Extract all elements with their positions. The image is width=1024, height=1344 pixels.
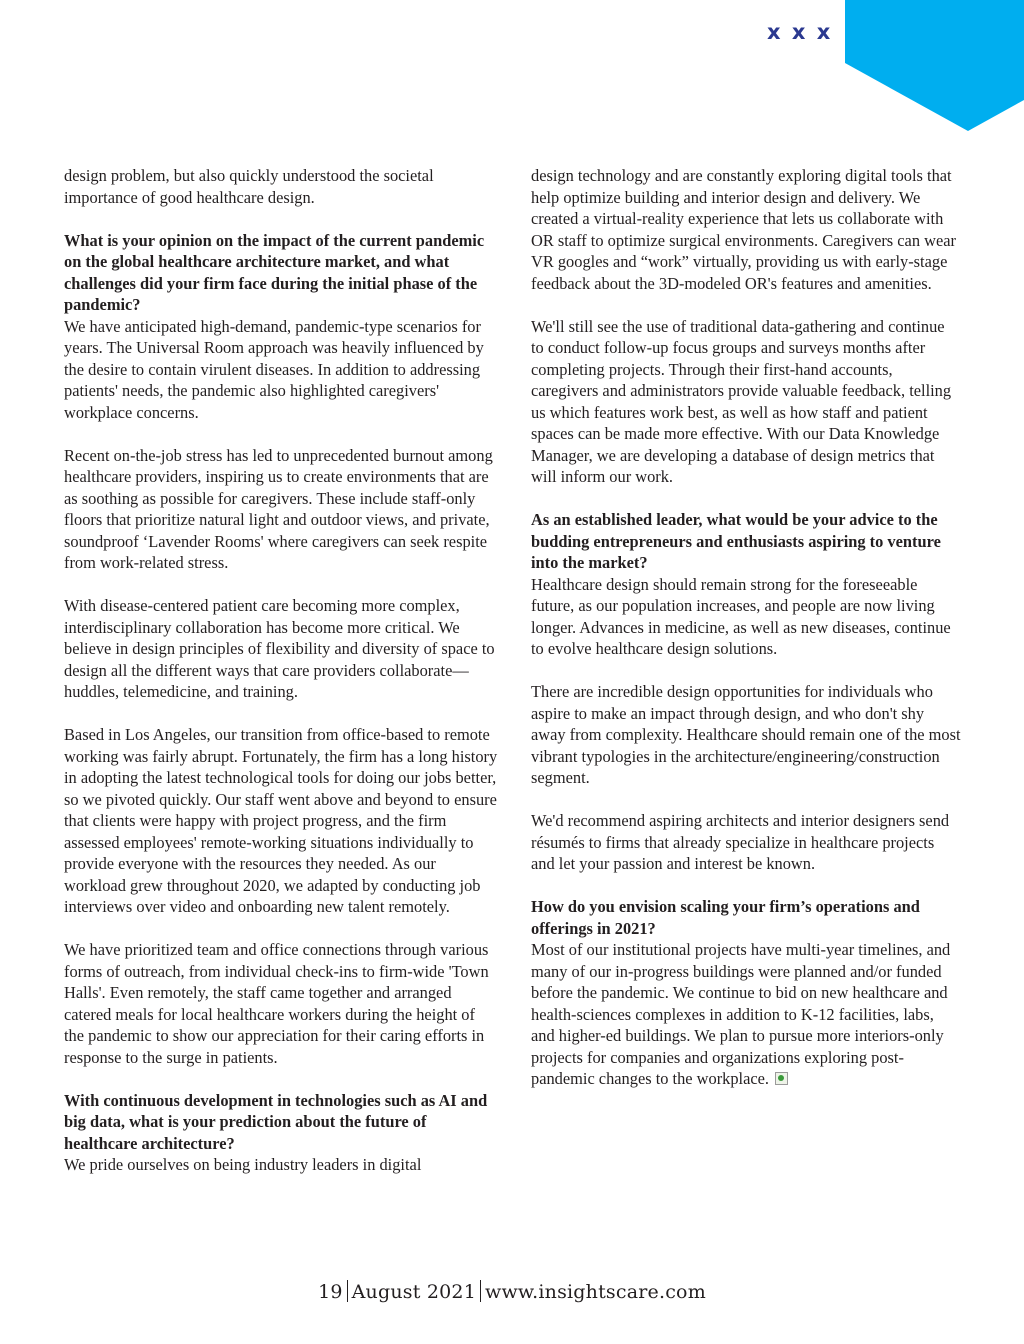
interview-answer-final [531, 939, 961, 1090]
right-column [531, 165, 961, 1090]
paragraph: With disease-centered patient care becoming more complex, interdisciplinary collaboration has become more critical. We believe in design principles of flexibility and diversity of space to design all the different ways that care providers collaborate—huddles, telemedicine, and training. [64, 596, 495, 701]
paragraph: There are incredible design opportunities for individuals who aspire to make an impact through design, and who don't shy away from complexity. Healthcare should remain one of the most vibrant typologies in the architecture/engineering/construction segment. [531, 682, 961, 787]
interview-question: With continuous development in technologies such as AI and big data, what is your prediction about the future of healthcare architecture? [64, 1090, 488, 1153]
interview-question: How do you envision scaling your firm’s operations and offerings in 2021? [531, 897, 920, 938]
interview-answer: We pride ourselves on being industry leaders in digital [64, 1155, 422, 1174]
paragraph: We'd recommend aspiring architects and interior designers send résumés to firms that already specialize in healthcare projects and let your passion and interest be known. [531, 811, 950, 873]
footer-divider [347, 1280, 348, 1302]
paragraph: We have prioritized team and office connections through various forms of outreach, from individual check-ins to firm-wide 'Town Halls'. Even remotely, the staff came together and arranged catered meals for local healthcare workers during the height of the pandemic to show our appreciation for their caring efforts in response to the surge in patients. [64, 940, 489, 1067]
paragraph: Recent on-the-job stress has led to unprecedented burnout among healthcare providers, inspiring us to create environments that are as soothing as possible for caregivers. These include staff-only floors that prioritize natural light and outdoor views, and private, soundproof ‘Lavender Rooms' where caregivers can seek respite from work-related stress. [64, 445, 493, 572]
page-footer [0, 1280, 1024, 1303]
footer-divider [480, 1280, 481, 1302]
decorative-x-marks: x x x [767, 20, 833, 44]
website-url: www.insightscare.com [484, 1281, 706, 1303]
left-column [64, 165, 498, 1176]
paragraph: design problem, but also quickly understood the societal importance of good healthcare design. [64, 166, 434, 207]
page-number: 19 [318, 1281, 343, 1303]
interview-question: What is your opinion on the impact of the current pandemic on the global healthcare architecture market, and what challenges did your firm face during the initial phase of the pandemic? [64, 230, 485, 314]
paragraph: We'll still see the use of traditional data-gathering and continue to conduct follow-up focus groups and surveys months after completing projects. Through their first-hand accounts, caregivers and administrators provide valuable feedback, telling us which features work best, as well as how staff and patient spaces can be made more effective. With our Data Knowledge Manager, we are developing a database of design metrics that will inform our work. [531, 316, 952, 486]
issue-date: August 2021 [351, 1281, 476, 1303]
interview-answer: We have anticipated high-demand, pandemic-type scenarios for years. The Universal Room approach was heavily influenced by the desire to contain virulent diseases. In addition to addressing patients' needs, the pandemic also highlighted caregivers' workplace concerns. [64, 316, 484, 422]
end-of-article-icon [775, 1072, 788, 1085]
corner-accent-shape [0, 0, 1024, 140]
interview-answer: Healthcare design should remain strong for the foreseeable future, as our population increases, and people are now living longer. Advances in medicine, as well as new diseases, continue to evolve healthcare design solutions. [531, 574, 951, 658]
paragraph: design technology and are constantly exploring digital tools that help optimize building and interior design and delivery. We created a virtual-reality experience that lets us collaborate with OR staff to optimize surgical environments. Caregivers can wear VR googles and “work” virtually, providing us with early-stage feedback about the 3D-modeled OR's features and amenities. [531, 166, 956, 293]
interview-question: As an established leader, what would be your advice to the budding entrepreneurs and enthusiasts aspiring to venture into the market? [531, 510, 941, 572]
paragraph: Based in Los Angeles, our transition from office-based to remote working was fairly abrupt. Fortunately, the firm has a long history in adopting the latest technological tools for doing our jobs better, so we pivoted quickly. Our staff went above and beyond to ensure that clients were happy with project progress, and the firm assessed employees' remote-working situations individually to provide everyone with the resources they needed. As our workload grew throughout 2020, we adapted by conducting job interviews over video and onboarding new talent remotely. [64, 725, 498, 916]
answer-text: Most of our institutional projects have multi-year timelines, and many of our in-progress buildings were planned and/or funded before the pandemic. We continue to bid on new healthcare and health-sciences complexes in addition to K-12 facilities, labs, and higher-ed buildings. We plan to pursue more interiors-only projects for companies and organizations exploring post-pandemic changes to the workplace. [531, 940, 951, 1088]
